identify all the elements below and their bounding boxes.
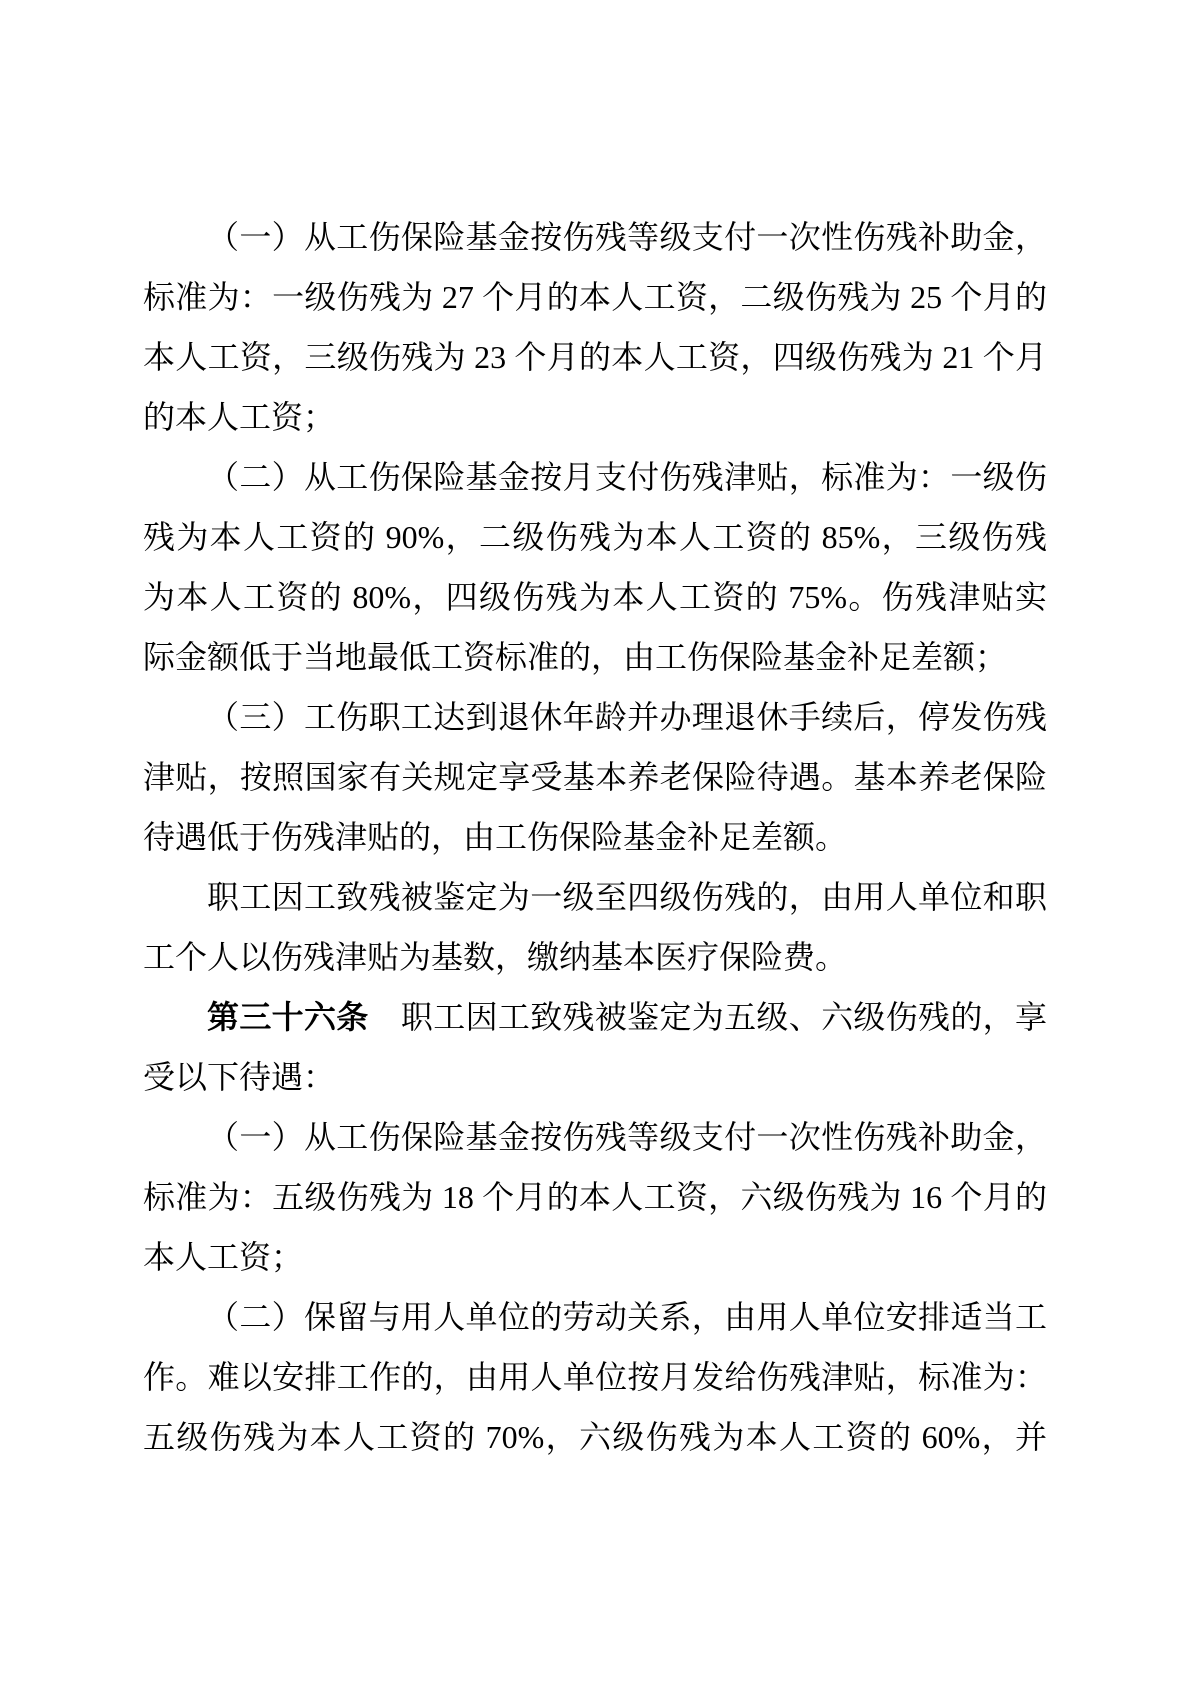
paragraph-item-1-article-36: [143, 1107, 1047, 1287]
text-line: 的本人工资；: [143, 399, 336, 435]
text-line: 受以下待遇：: [143, 1059, 336, 1095]
paragraph-item-2: [143, 447, 1047, 687]
text-line: （三）工伤职工达到退休年龄并办理退休手续后，停发伤残: [207, 699, 1047, 735]
text-line: （二）保留与用人单位的劳动关系，由用人单位安排适当工: [207, 1299, 1047, 1335]
paragraph-article-36: [143, 987, 1047, 1107]
paragraph-item-3: [143, 687, 1047, 867]
paragraph-item-1: [143, 207, 1047, 447]
text-line: 标准为：五级伤残为 18 个月的本人工资，六级伤残为 16 个月的: [143, 1179, 1047, 1215]
text-line: （一）从工伤保险基金按伤残等级支付一次性伤残补助金，: [207, 219, 1047, 255]
text-line: 残为本人工资的 90%，二级伤残为本人工资的 85%，三级伤残: [143, 519, 1047, 555]
text-block: [143, 207, 1047, 1467]
text-line: （二）从工伤保险基金按月支付伤残津贴，标准为：一级伤: [207, 459, 1047, 495]
text-line: 本人工资，三级伤残为 23 个月的本人工资，四级伤残为 21 个月: [143, 339, 1047, 375]
text-line: 作。难以安排工作的，由用人单位按月发给伤残津贴，标准为：: [143, 1359, 1047, 1395]
text-line: 本人工资；: [143, 1239, 304, 1275]
text-line: 际金额低于当地最低工资标准的，由工伤保险基金补足差额；: [143, 639, 1008, 675]
text-line: 工个人以伤残津贴为基数，缴纳基本医疗保险费。: [143, 939, 848, 975]
text-line: 津贴，按照国家有关规定享受基本养老保险待遇。基本养老保险: [143, 759, 1047, 795]
text-line: [143, 987, 1047, 1047]
paragraph-flush-medical: [143, 867, 1047, 987]
text-line: 为本人工资的 80%，四级伤残为本人工资的 75%。伤残津贴实: [143, 579, 1047, 615]
text-line: 五级伤残为本人工资的 70%，六级伤残为本人工资的 60%，并: [143, 1419, 1047, 1455]
text-line: 标准为：一级伤残为 27 个月的本人工资，二级伤残为 25 个月的: [143, 279, 1047, 315]
paragraph-item-2-article-36: [143, 1287, 1047, 1467]
text-line: 职工因工致残被鉴定为一级至四级伤残的，由用人单位和职: [207, 879, 1047, 915]
article-number-label: 第三十六条: [207, 999, 369, 1035]
article-intro-text: 职工因工致残被鉴定为五级、六级伤残的，享: [368, 999, 1047, 1035]
text-line: 待遇低于伤残津贴的，由工伤保险基金补足差额。: [143, 819, 848, 855]
text-line: （一）从工伤保险基金按伤残等级支付一次性伤残补助金，: [207, 1119, 1047, 1155]
